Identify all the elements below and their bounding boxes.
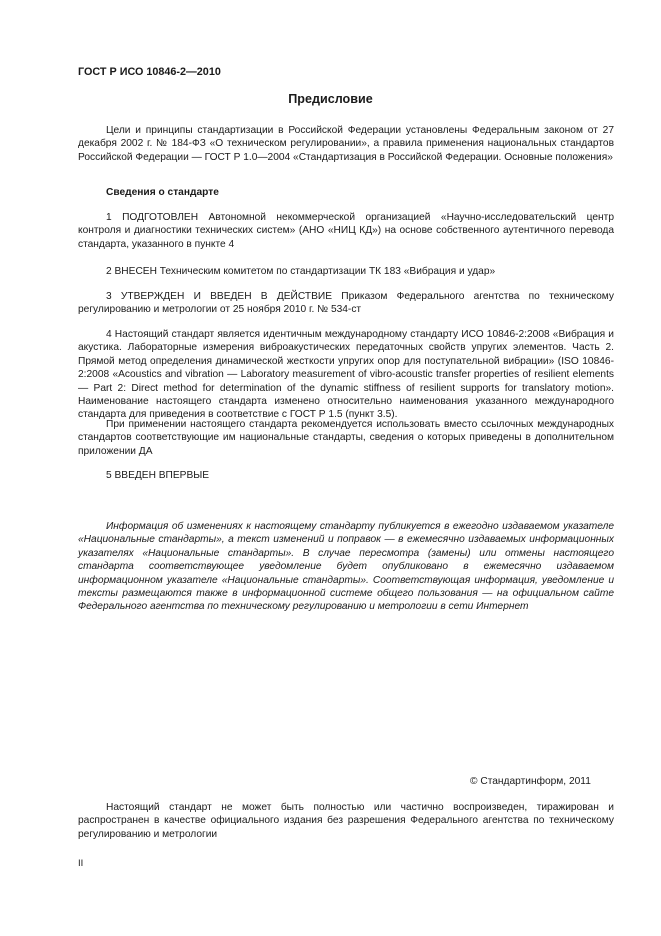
section-subheading: Сведения о стандарте bbox=[106, 187, 219, 198]
page-number: II bbox=[78, 858, 84, 869]
copyright-line: © Стандартинформ, 2011 bbox=[470, 776, 591, 787]
item-4-note: При применении настоящего стандарта рекомендуется использовать вместо ссылочных международных стандартов соответствующие им национальные стандарты, сведения о которых приведены в дополнительном приложении ДА bbox=[78, 419, 614, 457]
document-code-header: ГОСТ Р ИСО 10846-2—2010 bbox=[78, 66, 221, 78]
intro-paragraph: Цели и принципы стандартизации в Российской Федерации установлены Федеральным законом от 27 декабря 2002 г. № 184-ФЗ «О техническом регулировании», а правила применения национальных стандартов Российской Федерации — ГОСТ Р 1.0—2004 «Стандартизация в Российской Федерации. Основные положения» bbox=[78, 125, 614, 163]
item-2: 2 ВНЕСЕН Техническим комитетом по стандартизации ТК 183 «Вибрация и удар» bbox=[106, 266, 496, 277]
legal-notice: Настоящий стандарт не может быть полностью или частично воспроизведен, тиражирован и распространен в качестве официального издания без разрешения Федерального агентства по техническому регулированию и метрологии bbox=[78, 802, 614, 840]
item-5: 5 ВВЕДЕН ВПЕРВЫЕ bbox=[106, 470, 210, 481]
amendments-notice: Информация об изменениях к настоящему стандарту публикуется в ежегодно издаваемом указателе «Национальные стандарты», а текст изменений и поправок — в ежемесячно издаваемых информационных указателях «Национальные стандарты». В случае пересмотра (замены) или отмены настоящего стандарта соответствующее уведомление будет опубликовано в ежемесячно издаваемом информационном указателе «Национальные стандарты». Соответствующая информация, уведомление и тексты размещаются также в информационной системе общего пользования — на официальном сайте Федерального агентства по техническому регулированию и метрологии в сети Интернет bbox=[78, 521, 614, 613]
item-3: 3 УТВЕРЖДЕН И ВВЕДЕН В ДЕЙСТВИЕ Приказом Федерального агентства по техническому регулированию и метрологии от 25 ноября 2010 г. № 534-ст bbox=[78, 291, 614, 316]
item-1: 1 ПОДГОТОВЛЕН Автономной некоммерческой организацией «Научно-исследовательский центр контроля и диагностики технических систем» (АНО «НИЦ КД») на основе собственного аутентичного перевода стандарта, указанного в пункте 4 bbox=[78, 212, 614, 250]
item-4: 4 Настоящий стандарт является идентичным международному стандарту ИСО 10846-2:2008 «Вибрация и акустика. Лабораторные измерения виброакустических передаточных свойств упругих элементов. Часть 2. Прямой метод определения динамической жесткости упругих опор для поступательной вибрации» (ISO 10846-2:2008 «Acoustics and vibration — Laboratory measurement of vibro-acoustic transfer properties of resilient elements — Part 2: Direct method for determination of the dynamic stiffness of resilient supports for translatory motion». Наименование настоящего стандарта изменено относительно наименования указанного международного стандарта для приведения в соответствие с ГОСТ Р 1.5 (пункт 3.5). bbox=[78, 329, 614, 421]
page-title: Предисловие bbox=[288, 92, 373, 106]
